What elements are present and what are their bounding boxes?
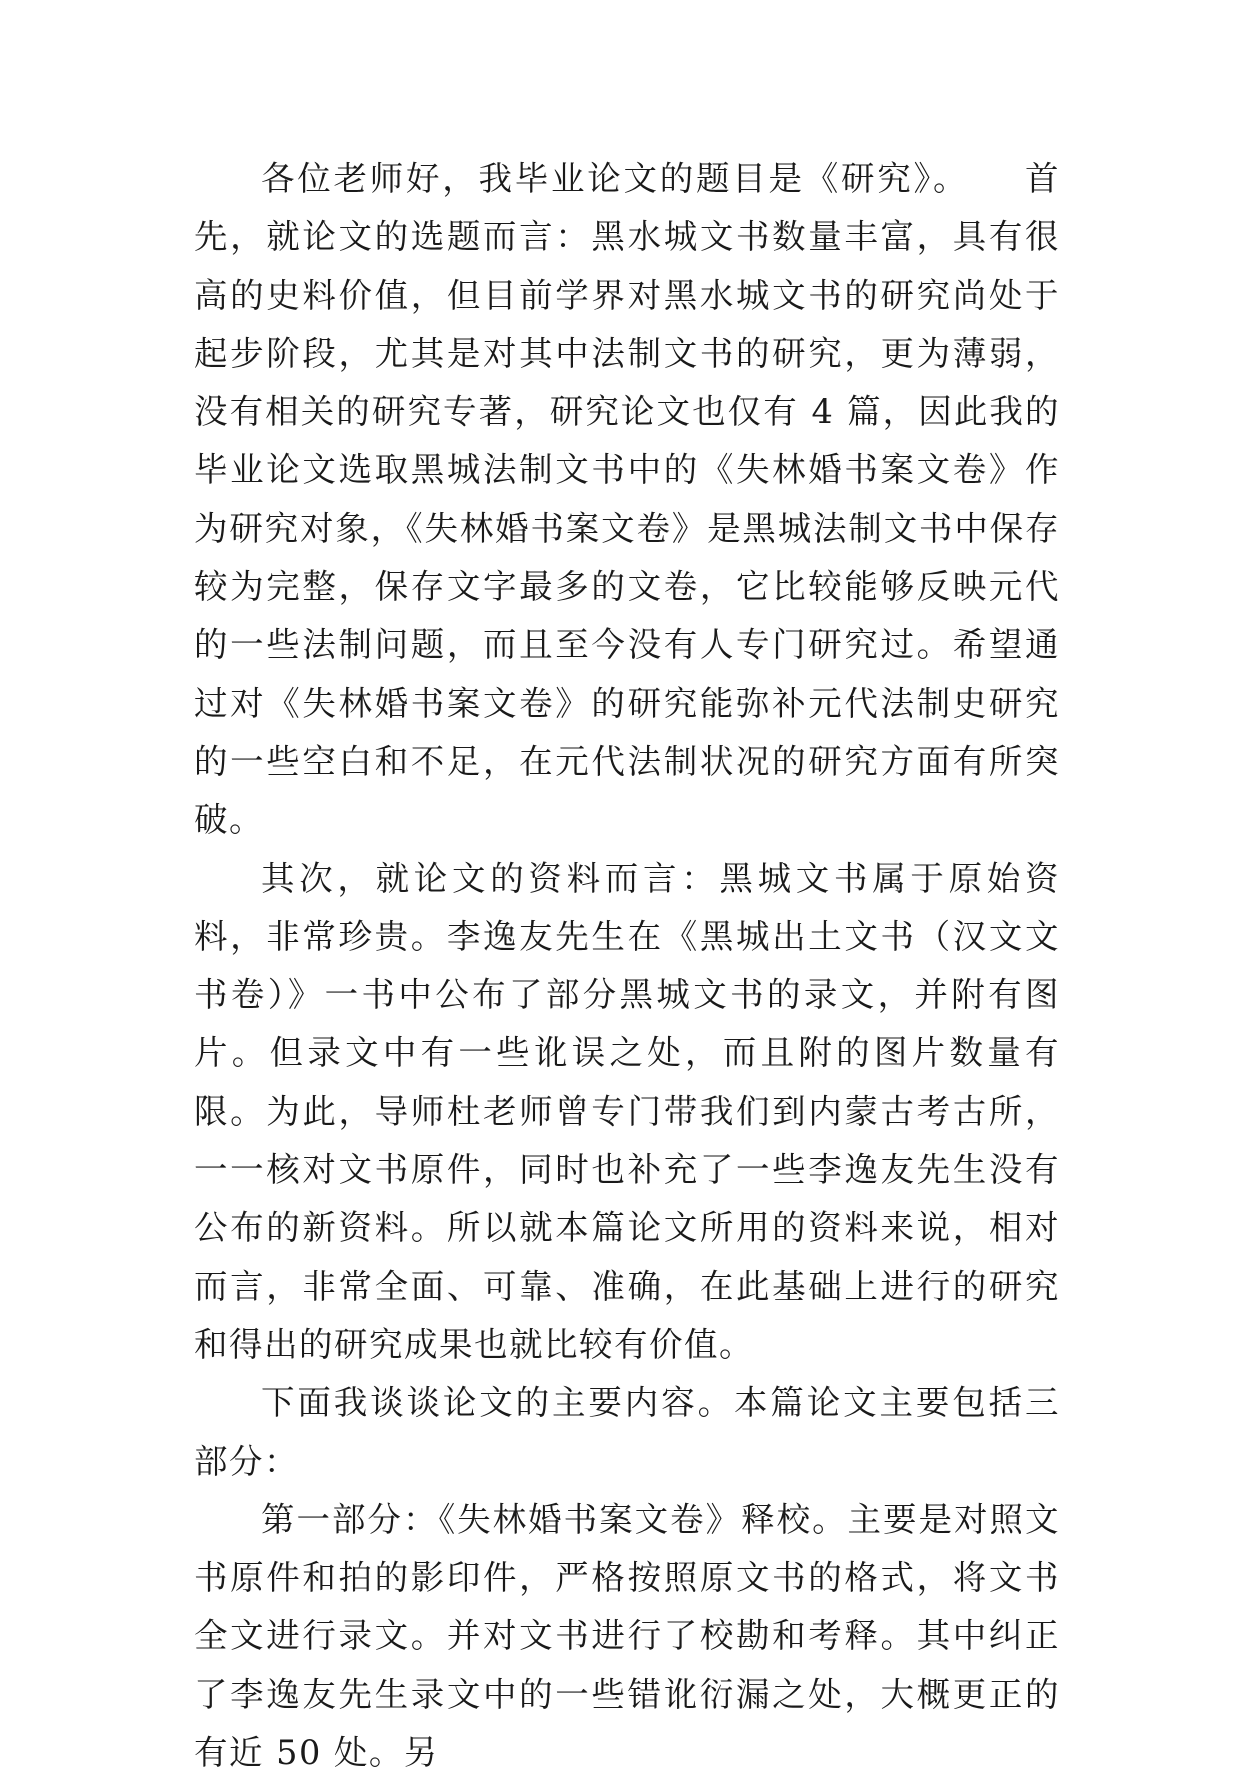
paragraph-part-one: 第一部分：《失林婚书案文卷》释校。主要是对照文书原件和拍的影印件，严格按照原文书的格式，将文书全文进行录文。并对文书进行了校勘和考释。其中纠正了李逸友先生录文中的一些错讹衍漏之处，大概更正的有近 50 处。另 bbox=[194, 1499, 1060, 1773]
paragraph-materials: 其次，就论文的资料而言：黑城文书属于原始资料，非常珍贵。李逸友先生在《黑城出土文书（汉文文书卷）》一书中公布了部分黑城文书的录文，并附有图片。但录文中有一些讹误之处，而且附的图片数量有限。为此，导师杜老师曾专门带我们到内蒙古考古所，一一核对文书原件，同时也补充了一些李逸友先生没有公布的新资料。所以就本篇论文所用的资料来说，相对而言，非常全面、可靠、准确，在此基础上进行的研究和得出的研究成果也就比较有价值。 bbox=[194, 858, 1060, 1364]
document-body bbox=[194, 150, 1060, 1782]
paragraph-main-content-intro: 下面我谈谈论文的主要内容。本篇论文主要包括三部分： bbox=[194, 1383, 1060, 1481]
paragraph-topic-selection: 各位老师好，我毕业论文的题目是《研究》。 首先，就论文的选题而言：黑水城文书数量丰富，具有很高的史料价值，但目前学界对黑水城文书的研究尚处于起步阶段，尤其是对其中法制文书的研究，更为薄弱，没有相关的研究专著，研究论文也仅有 4 篇，因此我的毕业论文选取黑城法制文书中的《失林婚书案文卷》作为研究对象，《失林婚书案文卷》是黑城法制文书中保存较为完整，保存文字最多的文卷，它比较能够反映元代的一些法制问题，而且至今没有人专门研究过。希望通过对《失林婚书案文卷》的研究能弥补元代法制史研究的一些空白和不足，在元代法制状况的研究方面有所突破。 bbox=[194, 159, 1060, 840]
